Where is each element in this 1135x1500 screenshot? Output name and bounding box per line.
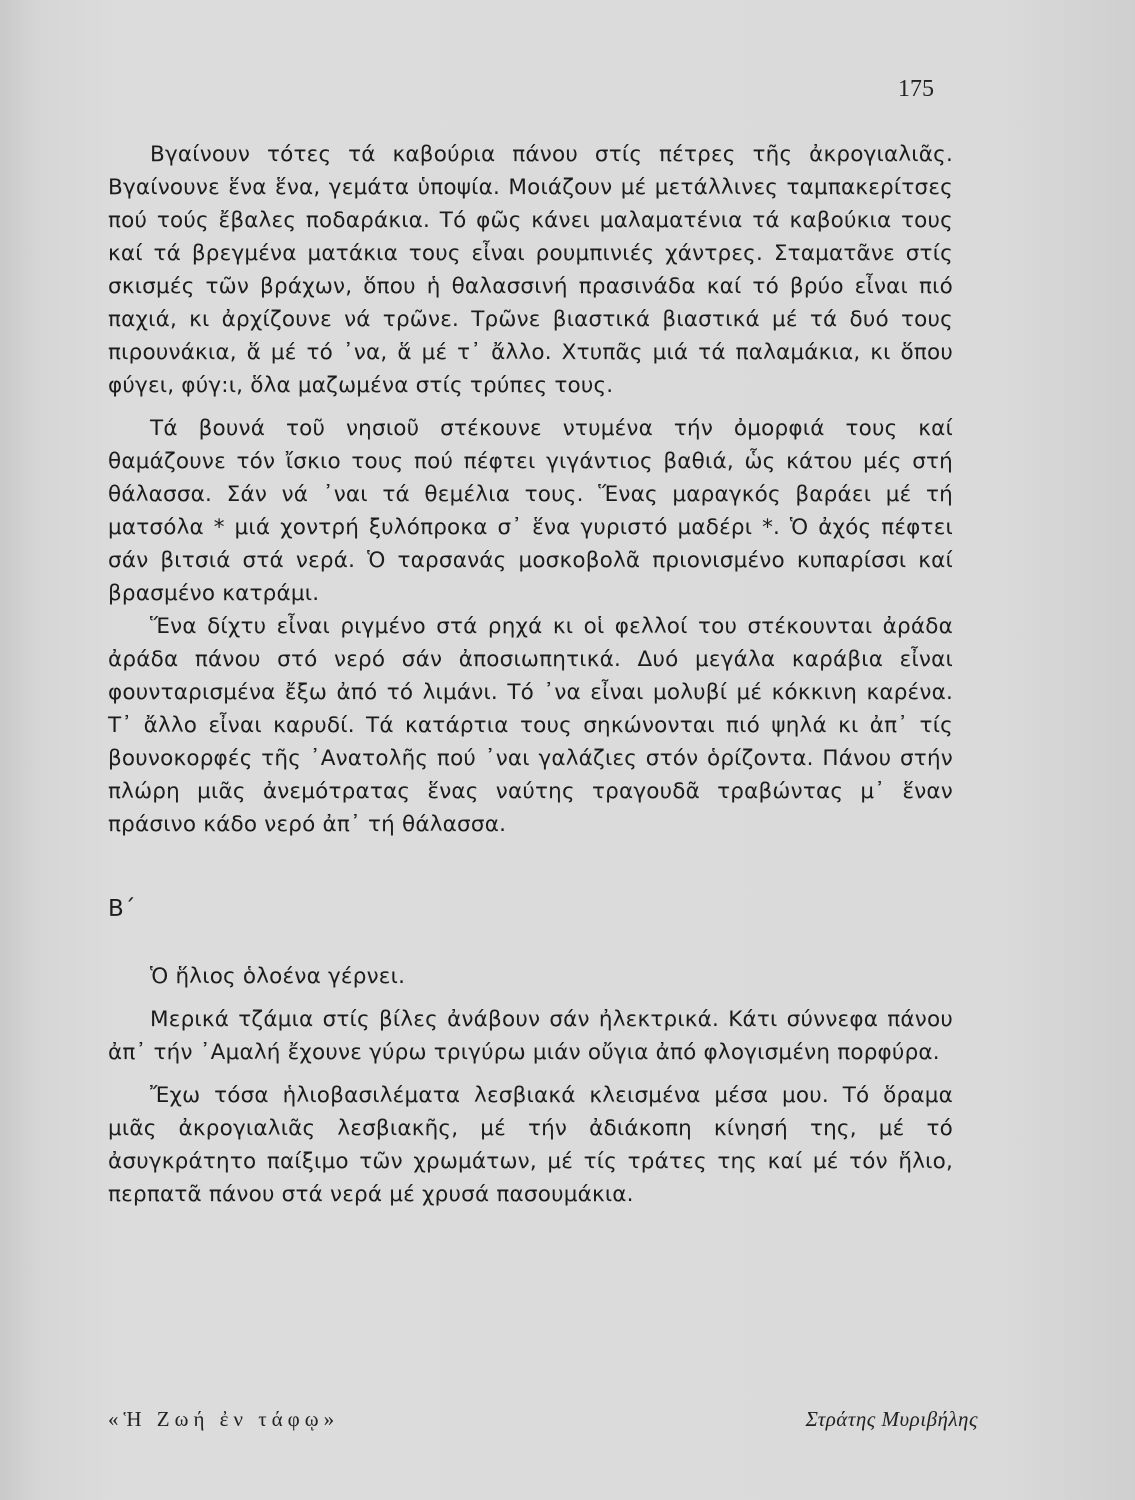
paragraph-sun-setting: Ὁ ἥλιος ὁλοένα γέρνει. [150, 964, 406, 989]
section-heading: Β΄ [108, 896, 136, 922]
paragraph-crabs: Βγαίνουν τότες τά καβούρια πάνου στίς πέτρες τῆς ἀκρογιαλιᾶς. Βγαίνουνε ἕνα ἕνα, γεμάτα ὑποψία. Μοιάζουν μέ μετάλλινες ταμπακερίτσες πού τούς ἔβαλες ποδαράκια. Τό φῶς κάνει μαλαματένια τά καβούκια τους καί τά βρεγμένα ματάκια τους εἶναι ρουμπινιές χάντρες. Σταματᾶνε στίς σκισμές τῶν βράχων, ὅπου ἡ θαλασσινή πρασινάδα καί τό βρύο εἶναι πιό παχιά, κι ἀρχίζουνε νά τρῶνε. Τρῶνε βιαστικά βιαστικά μέ τά δυό τους πιρουνάκια, ἅ μέ τό ᾿να, ἅ μέ τ᾿ ἄλλο. Χτυπᾶς μιά τά παλαμάκια, κι ὅπου φύγει, φύγ:ι, ὅλα μαζωμένα στίς τρύπες τους. [108, 142, 953, 398]
footer-author: Στράτης Μυριβήλης [805, 1407, 978, 1431]
paragraph-windows: Μερικά τζάμια στίς βίλες ἀνάβουν σάν ἠλεκτρικά. Κάτι σύννεφα πάνου ἀπ᾿ τήν ᾿Αμαλή ἔχουνε γύρω τριγύρω μιάν οὔγια ἀπό φλογισμένη πορφύρα. [108, 1007, 953, 1065]
paragraph-net-and-ships: Ἕνα δίχτυ εἶναι ριγμένο στά ρηχά κι οἱ φελλοί του στέκουνται ἀράδα ἀράδα πάνου στό νερό σάν ἀποσιωπητικά. Δυό μεγάλα καράβια εἶναι φουνταρισμένα ἔξω ἀπό τό λιμάνι. Τό ᾿να εἶναι μολυβί μέ κόκκινη καρένα. Τ᾿ ἄλλο εἶναι καρυδί. Τά κατάρτια τους σηκώνονται πιό ψηλά κι ἀπ᾿ τίς βουνοκορφές τῆς ᾿Ανατολῆς πού ᾿ναι γαλάζιες στόν ὁρίζοντα. Πάνου στήν πλώρη μιᾶς ἀνεμότρατας ἕνας ναύτης τραγουδᾶ τραβώντας μ᾿ ἕναν πράσινο κάδο νερό ἀπ᾿ τή θάλασσα. [108, 614, 953, 837]
footer-source-title: «Ἡ Ζωή ἐν τάφῳ» [108, 1407, 340, 1431]
main-text [108, 138, 953, 1211]
paragraph-mountains: Τά βουνά τοῦ νησιοῦ στέκουνε ντυμένα τήν ὀμορφιά τους καί θαμάζουνε τόν ἴσκιο τους πού πέφτει γιγάντιος βαθιά, ὧς κάτου μές στή θάλασσα. Σάν νά ᾿ναι τά θεμέλια τους. Ἕνας μαραγκός βαράει μέ τή ματσόλα * μιά χοντρή ξυλόπροκα σ᾿ ἕνα γυριστό μαδέρι *. Ὁ ἀχός πέφτει σάν βιτσιά στά νερά. Ὁ ταρσανάς μοσκοβολᾶ πριονισμένο κυπαρίσσι καί βρασμένο κατράμι. [108, 416, 953, 606]
paragraph-sunsets: Ἔχω τόσα ἡλιοβασιλέματα λεσβιακά κλεισμένα μέσα μου. Τό ὅραμα μιᾶς ἀκρογιαλιᾶς λεσβιακῆς, μέ τήν ἀδιάκοπη κίνησή της, μέ τό ἀσυγκράτητο παίξιμο τῶν χρωμάτων, μέ τίς τράτες της καί μέ τόν ἥλιο, περπατᾶ πάνου στά νερά μέ χρυσά πασουμάκια. [108, 1083, 953, 1207]
page-number: 175 [898, 76, 934, 102]
